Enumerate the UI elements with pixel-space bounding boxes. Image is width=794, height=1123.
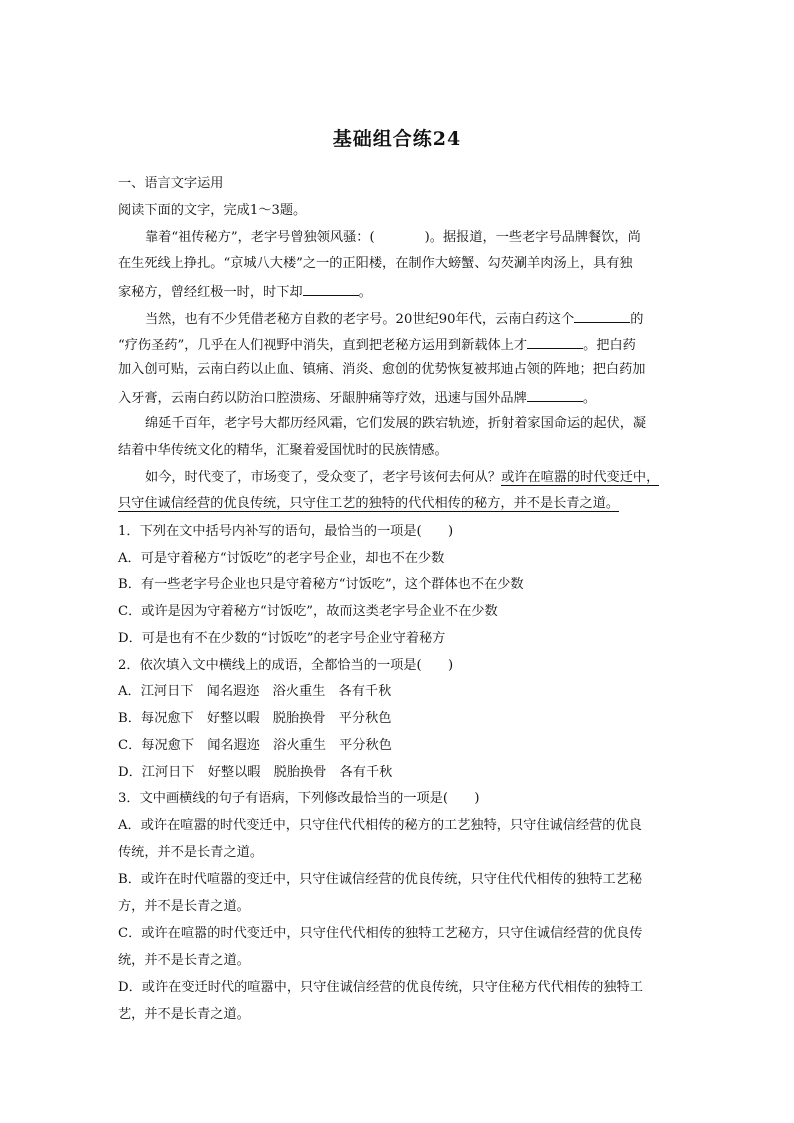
passage-p3-line2: 结着中华传统文化的精华，汇聚着爱国忧时的民族情感。: [118, 443, 448, 458]
question-3-stem: 3．文中画横线的句子有语病，下列修改最恰当的一项是( ): [118, 791, 480, 806]
page-title: 基础组合练24: [332, 128, 462, 150]
passage-p4-line1: 如今，时代变了，市场变了，受众变了，老字号该何去何从？或许在喧嚣的时代变迁中，: [145, 470, 660, 485]
question-3-option-c-cont: 统，并不是长青之道。: [118, 953, 250, 968]
question-2-option-d: D．江河日下 好整以暇 脱胎换骨 各有千秋: [118, 765, 393, 780]
question-2-option-b: B．每况愈下 好整以暇 脱胎换骨 平分秋色: [118, 711, 392, 726]
underlined-sentence-part2: 只守住诚信经营的优良传统，只守住工艺的独特的代代相传的秘方，并不是长青之道。: [118, 496, 620, 511]
question-2-option-a: A．江河日下 闻名遐迩 浴火重生 各有千秋: [118, 684, 392, 699]
passage-p1-line3: 家秘方，曾经红极一时，时下却 。: [118, 281, 678, 303]
passage-p2-line2: “疗伤圣药”，几乎在人们视野中消失，直到把老秘方运用到新载体上才 。把白药: [118, 334, 678, 356]
question-2-option-c: C．每况愈下 闻名遐迩 浴火重生 平分秋色: [118, 738, 392, 753]
fill-blank-4: [527, 387, 583, 402]
passage-p2-line4: 入牙膏，云南白药以防治口腔溃疡、牙龈肿痛等疗效，迅速与国外品牌 。: [118, 387, 678, 409]
passage-p3-line1: 绵延千百年，老字号大都历经风霜，它们发展的跌宕轨迹，折射着家国命运的起伏，凝: [145, 416, 647, 431]
fill-blank-3: [527, 334, 583, 349]
question-3-option-d-cont: 艺，并不是长青之道。: [118, 1007, 250, 1022]
passage-p2-line3: 加入创可贴，云南白药以止血、镇痛、消炎、愈创的优势恢复被邦迪占领的阵地；把白药加: [118, 362, 646, 377]
passage-p1-line1: 靠着“祖传秘方”，老字号曾独领风骚：( )。据报道，一些老字号品牌餐饮，尚: [145, 230, 641, 245]
fill-blank-2: [574, 308, 630, 323]
section-heading: 一、语言文字运用: [118, 176, 224, 191]
passage-p4-line2: [118, 494, 678, 514]
question-1-stem: 1．下列在文中括号内补写的语句，最恰当的一项是( ): [118, 524, 454, 539]
question-3-option-a: A．或许在喧嚣的时代变迁中，只守住代代相传的秘方的工艺独特，只守住诚信经营的优良: [118, 818, 642, 833]
question-3-option-d: D．或许在变迁时代的喧嚣中，只守住诚信经营的优良传统，只守住秘方代代相传的独特工: [118, 980, 643, 995]
question-1-option-c: C．或许是因为守着秘方“讨饭吃”，故而这类老字号企业不在少数: [118, 604, 498, 619]
question-3-option-a-cont: 传统，并不是长青之道。: [118, 845, 264, 860]
question-2-stem: 2．依次填入文中横线上的成语，全都恰当的一项是( ): [118, 658, 454, 673]
fill-blank-1: [303, 281, 359, 296]
reading-instruction: 阅读下面的文字，完成1～3题。: [118, 203, 307, 218]
passage-p2-line1: 当然，也有不少凭借老秘方自救的老字号。20世纪90年代，云南白药这个 的: [145, 308, 680, 330]
question-3-option-b: B．或许在时代喧嚣的变迁中，只守住诚信经营的优良传统，只守住代代相传的独特工艺秘: [118, 872, 642, 887]
question-3-option-b-cont: 方，并不是长青之道。: [118, 899, 250, 914]
passage-p1-line2: 在生死线上挣扎。“京城八大楼”之一的正阳楼，在制作大螃蟹、勾芡涮羊肉汤上，具有独: [118, 256, 633, 271]
question-1-option-d: D．可是也有不在少数的“讨饭吃”的老字号企业守着秘方: [118, 631, 446, 646]
question-1-option-b: B．有一些老字号企业也只是守着秘方“讨饭吃”，这个群体也不在少数: [118, 577, 524, 592]
underlined-sentence-part1: 或许在喧嚣的时代变迁中，: [501, 470, 660, 485]
question-1-option-a: A．可是守着秘方“讨饭吃”的老字号企业，却也不在少数: [118, 551, 445, 566]
question-3-option-c: C．或许在喧嚣的时代变迁中，只守住代代相传的独特工艺秘方，只守住诚信经营的优良传: [118, 926, 643, 941]
